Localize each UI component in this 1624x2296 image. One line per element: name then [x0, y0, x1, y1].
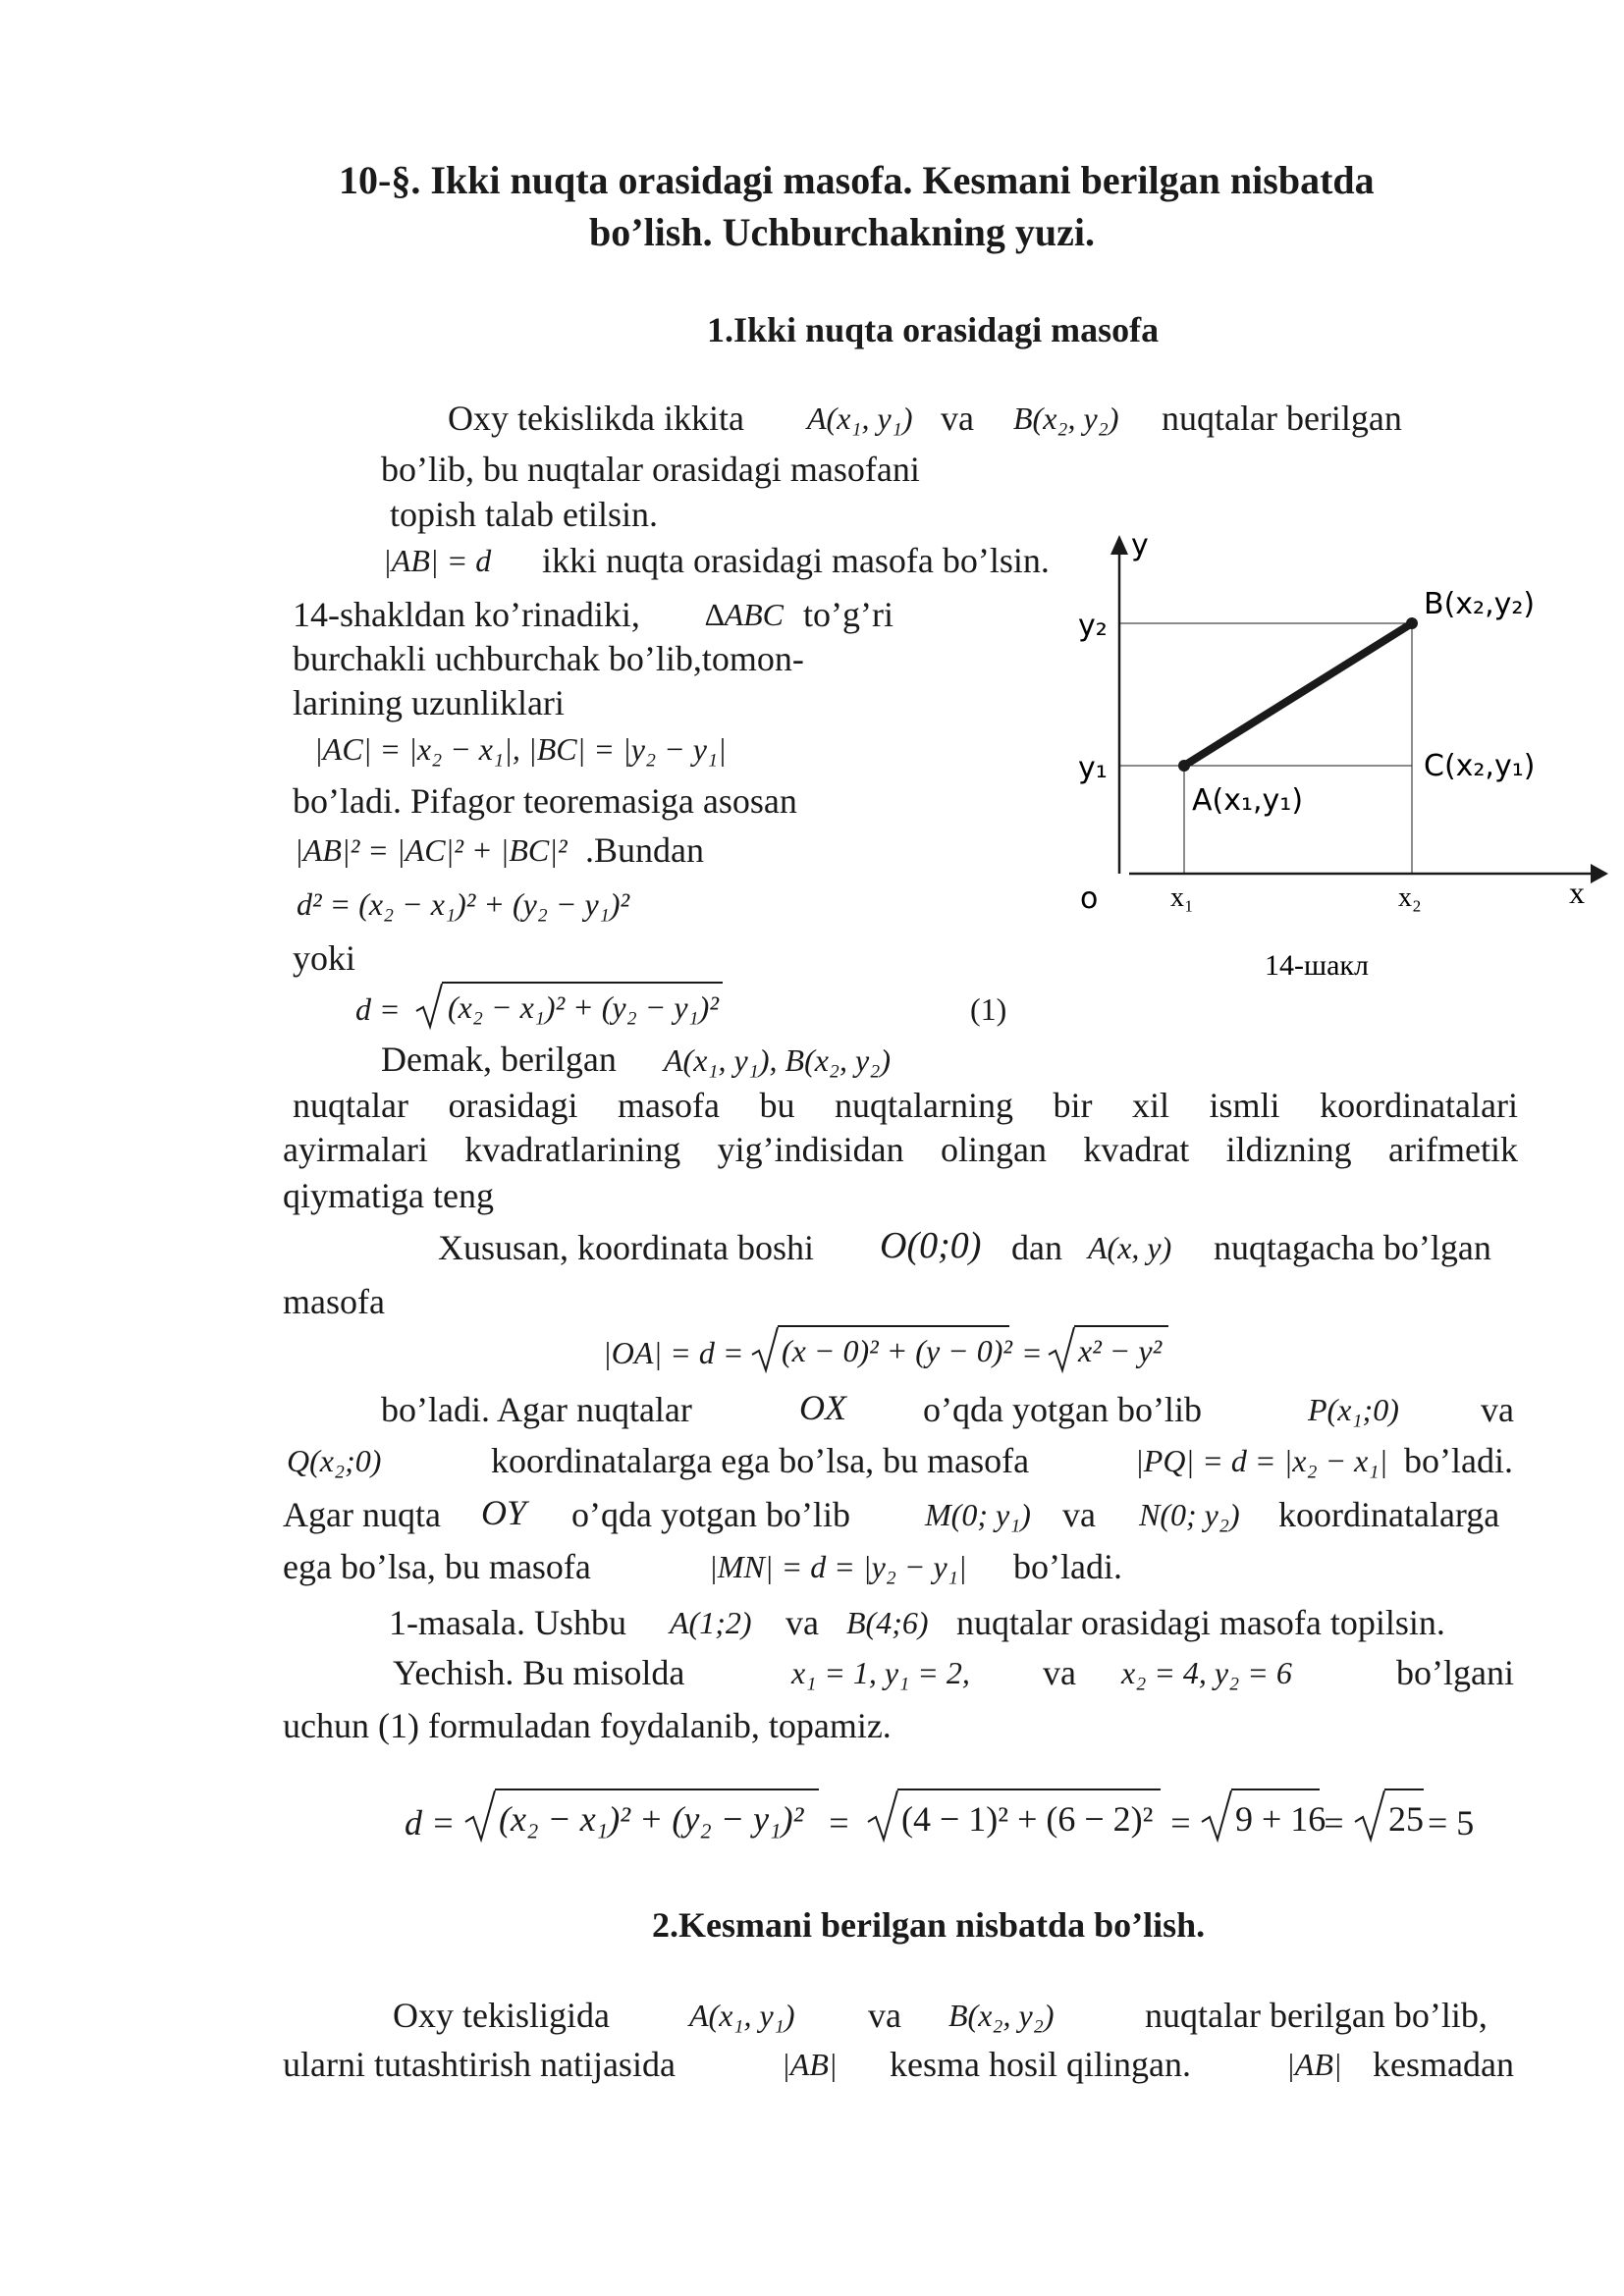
radical-bar — [1074, 1325, 1168, 1327]
demak-text: Demak, berilgan — [381, 1040, 617, 1079]
yechish-text-b: bo’lgani — [1396, 1653, 1514, 1692]
math-ab-eq-d: |AB| = d — [383, 543, 492, 578]
sqrt-calc-1 — [463, 1789, 819, 1840]
sqrt-calc-2 — [866, 1789, 1161, 1840]
ox-va: va — [1481, 1390, 1514, 1429]
math-calc-radicand3: 9 + 16 — [1235, 1799, 1326, 1839]
ox-text-b: o’qda yotgan bo’lib — [923, 1390, 1202, 1429]
math-oy-axis: OY — [481, 1493, 527, 1532]
xususan-text-b: nuqtagacha bo’lgan — [1214, 1228, 1491, 1267]
shakl-text-a: 14-shakldan ko’rinadiki, — [293, 595, 640, 634]
radical-sign-icon — [866, 1789, 899, 1843]
math-calc-eq2: = — [1168, 1803, 1193, 1842]
word-va: va — [941, 399, 974, 438]
math-origin: O(0;0) — [880, 1225, 982, 1266]
radical-bar — [1384, 1789, 1424, 1790]
math-mn-distance: |MN| = d = |y₂ − y₁| — [709, 1549, 967, 1584]
radical-bar — [442, 982, 723, 984]
radical-sign-icon — [1047, 1325, 1076, 1374]
radical-bar — [1231, 1789, 1320, 1790]
sec2-text-d: kesma hosil qilingan. — [890, 2045, 1191, 2084]
paragraph-line2: ayirmalari kvadratlarining yig’indisidan olingan kvadrat ildizning arifmetik — [283, 1130, 1518, 1169]
sec2-text-b: nuqtalar berilgan bo’lib, — [1145, 1996, 1488, 2035]
y1-label: y₁ — [1078, 751, 1108, 785]
section-heading-line1: 10-§. Ikki nuqta orasidagi masofa. Kesmani berilgan nisbatda — [339, 158, 1375, 202]
y2-label: y₂ — [1078, 609, 1108, 643]
math-point-A: A(x₁, y₁) — [807, 400, 913, 436]
math-sec2-point-b: B(x₂, y₂) — [948, 1998, 1055, 2033]
math-oa-lhs: |OA| = d = — [603, 1335, 744, 1370]
math-d-squared: d² = (x₂ − x₁)² + (y₂ − y₁)² — [297, 886, 630, 922]
math-calc-eq1: = — [827, 1803, 851, 1842]
radical-sign-icon — [750, 1325, 780, 1374]
y-axis-arrow-icon — [1110, 535, 1128, 555]
math-calc-radicand2: (4 − 1)² + (6 − 2)² — [901, 1799, 1154, 1839]
radical-sign-icon — [1200, 1789, 1233, 1843]
math-point-axy: A(x, y) — [1088, 1230, 1172, 1265]
point-c-label: C(x₂,y₁) — [1424, 749, 1536, 783]
radical-bar — [897, 1789, 1161, 1790]
math-oa-radicand2: x² − y² — [1078, 1333, 1163, 1368]
math-point-n: N(0; y₂) — [1139, 1497, 1240, 1532]
oy-text-b: o’qda yotgan bo’lib — [571, 1495, 850, 1534]
intro-line3: topish talab etilsin. — [390, 495, 658, 534]
paragraph-line3: qiymatiga teng — [283, 1176, 494, 1215]
radical-bar — [778, 1325, 1009, 1327]
subsection-title-2: 2.Kesmani berilgan nisbatda bo’lish. — [652, 1905, 1206, 1945]
segment-ab — [1184, 623, 1412, 766]
intro-text-a: Oxy tekislikda ikkita — [448, 399, 744, 438]
math-oa-equals: = — [1021, 1335, 1043, 1370]
ox-text-d: bo’ladi. — [1404, 1441, 1513, 1480]
shakl-line-c: larining uzunliklari — [293, 683, 565, 722]
math-calc-eq3: = — [1322, 1803, 1346, 1842]
sqrt-calc-4 — [1353, 1789, 1424, 1840]
masofa-text: masofa — [283, 1282, 385, 1321]
math-triangle-abc: ∆ABC — [705, 597, 785, 632]
dan-text: dan — [1011, 1228, 1062, 1267]
oy-va: va — [1062, 1495, 1096, 1534]
origin-label: o — [1080, 881, 1099, 916]
x-axis-label: x — [1569, 875, 1585, 910]
point-b-marker — [1406, 617, 1418, 629]
x1-label: x₁ — [1170, 882, 1194, 913]
intro-line2: bo’lib, bu nuqtalar orasidagi masofani — [381, 450, 920, 489]
math-sec2-ab2: |AB| — [1286, 2047, 1342, 2082]
shakl-line-b: burchakli uchburchak bo’lib,tomon- — [293, 639, 804, 678]
math-point-q: Q(x₂;0) — [287, 1443, 382, 1478]
oy-text-c: koordinatalarga — [1278, 1495, 1500, 1534]
yechish-text-a: Yechish. Bu misolda — [393, 1653, 685, 1692]
figure-caption: 14-шакл — [1265, 949, 1369, 982]
math-point-m: M(0; y₁) — [925, 1497, 1031, 1532]
sec2-text-a: Oxy tekisligida — [393, 1996, 610, 2035]
yechish-va: va — [1043, 1653, 1076, 1692]
ab-definition-text: ikki nuqta orasidagi masofa bo’lsin. — [542, 541, 1050, 580]
math-masala-a: A(1;2) — [670, 1605, 752, 1640]
y-axis-label: y — [1131, 528, 1149, 562]
oy-text-d: ega bo’lsa, bu masofa — [283, 1547, 591, 1586]
radical-sign-icon — [463, 1789, 497, 1843]
math-masala-b: B(4;6) — [846, 1605, 929, 1640]
masala-text-a: 1-masala. Ushbu — [389, 1603, 626, 1642]
sqrt-formula-1 — [414, 982, 723, 1027]
ox-text-c: koordinatalarga ega bo’lsa, bu masofa — [491, 1441, 1030, 1480]
math-side-lengths: |AC| = |x₂ − x₁|, |BC| = |y₂ − y₁| — [314, 731, 727, 767]
point-b-label: B(x₂,y₂) — [1424, 587, 1536, 621]
math-d-lhs: d = — [355, 991, 401, 1027]
math-point-p: P(x₁;0) — [1308, 1392, 1399, 1427]
oy-text-e: bo’ladi. — [1013, 1547, 1122, 1586]
section-heading-line2: bo’lish. Uchburchakning yuzi. — [589, 210, 1095, 254]
math-calc-radicand4: 25 — [1388, 1799, 1424, 1839]
radical-sign-icon — [414, 982, 444, 1031]
point-a-label: A(x₁,y₁) — [1192, 783, 1304, 818]
ox-text-a: bo’ladi. Agar nuqtalar — [381, 1390, 692, 1429]
yechish-text-c: uchun (1) formuladan foydalanib, topamiz. — [283, 1706, 892, 1745]
math-d-radicand: (x₂ − x₁)² + (y₂ − y₁)² — [448, 989, 719, 1025]
oy-text-a: Agar nuqta — [283, 1495, 441, 1534]
sec2-text-c: ularni tutashtirish natijasida — [283, 2045, 676, 2084]
math-calc-radicand1: (x₂ − x₁)² + (y₂ − y₁)² — [499, 1799, 804, 1839]
subsection-title-1: 1.Ikki nuqta orasidagi masofa — [707, 310, 1160, 349]
radical-sign-icon — [1353, 1789, 1386, 1843]
math-values-1: x₁ = 1, y₁ = 2, — [791, 1655, 970, 1690]
math-calc-lhs: d = — [405, 1803, 456, 1842]
math-values-2: x₂ = 4, y₂ = 6 — [1121, 1655, 1292, 1690]
radical-bar — [495, 1789, 819, 1790]
sqrt-oa-1 — [750, 1325, 1012, 1370]
math-pq-distance: |PQ| = d = |x₂ − x₁| — [1135, 1443, 1388, 1478]
sqrt-calc-3 — [1200, 1789, 1326, 1840]
shakl-text-b: to’g’ri — [803, 595, 893, 634]
bundan-text: .Bundan — [585, 830, 704, 870]
xususan-text: Xususan, koordinata boshi — [438, 1228, 814, 1267]
pifagor-text: bo’ladi. Pifagor teoremasiga asosan — [293, 781, 797, 821]
sqrt-oa-2 — [1047, 1325, 1168, 1370]
x2-label: x₂ — [1398, 882, 1422, 913]
math-points-ab: A(x₁, y₁), B(x₂, y₂) — [664, 1042, 892, 1078]
equation-number-1: (1) — [970, 991, 1007, 1027]
math-point-B: B(x₂, y₂) — [1013, 400, 1119, 436]
math-ox-axis: OX — [799, 1388, 846, 1427]
paragraph-line1: nuqtalar orasidagi masofa bu nuqtalarning bir xil ismli koordinatalari — [293, 1086, 1518, 1125]
point-a-marker — [1178, 760, 1190, 772]
sec2-text-e: kesmadan — [1373, 2045, 1514, 2084]
math-calc-result: = 5 — [1428, 1803, 1475, 1842]
x-axis-arrow-icon — [1591, 864, 1608, 883]
math-sec2-ab1: |AB| — [782, 2047, 838, 2082]
intro-text-b: nuqtalar berilgan — [1162, 399, 1402, 438]
masala-text-b: nuqtalar orasidagi masofa topilsin. — [956, 1603, 1445, 1642]
math-pythagoras: |AB|² = |AC|² + |BC|² — [295, 832, 568, 868]
coordinate-figure — [1060, 525, 1610, 987]
sec2-va: va — [868, 1996, 901, 2035]
masala-va: va — [785, 1603, 819, 1642]
math-oa-radicand1: (x − 0)² + (y − 0)² — [782, 1333, 1012, 1368]
yoki-text: yoki — [293, 938, 356, 978]
math-sec2-point-a: A(x₁, y₁) — [689, 1998, 795, 2033]
